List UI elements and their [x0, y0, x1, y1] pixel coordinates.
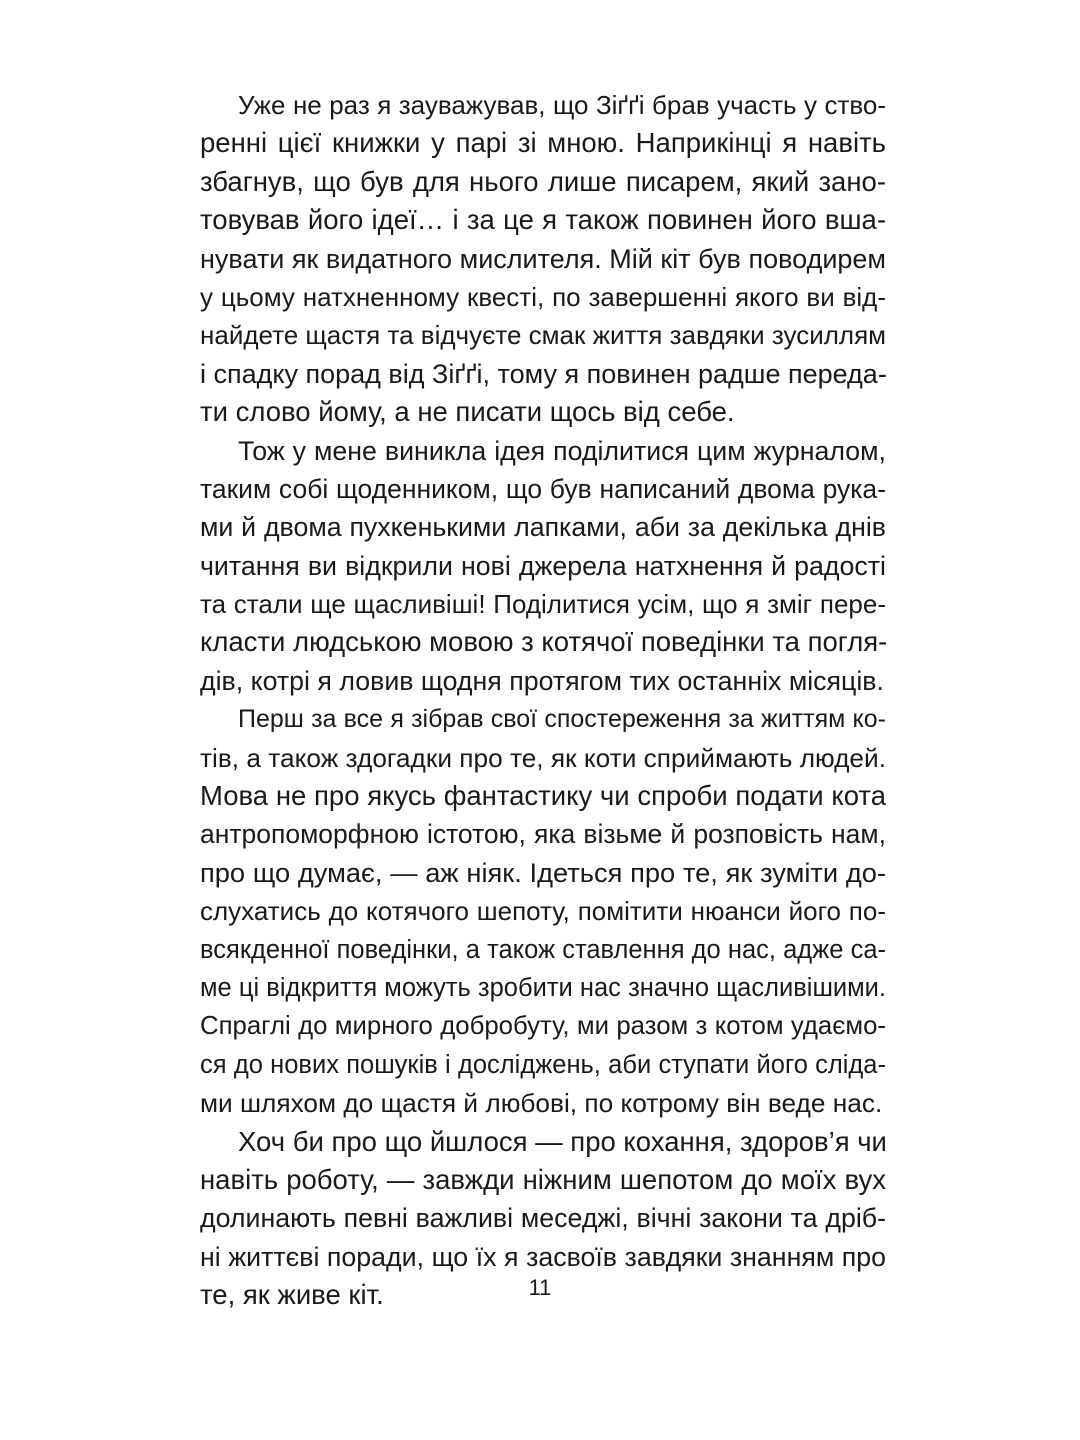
page-number: 11 [528, 1275, 552, 1300]
text-line: найдете щастя та відчуєте смак життя завдяки зусиллям [200, 320, 887, 351]
text-line: ти слово йому, а не писати щось від себе. [200, 396, 735, 428]
paragraph [200, 432, 886, 701]
text-line: слухатись до котячого шепоту, помітити нюанси його по- [200, 896, 886, 927]
text-line: у цьому натхненному квесті, по завершенні якого ви від- [200, 281, 886, 312]
text-line: дів, котрі я ловив щодня протягом тих останніх місяців. [200, 665, 884, 696]
text-line: ні життєві поради, що їх я засвоїв завдяки знанням про [200, 1241, 886, 1272]
text-line: нувати як видатного мислителя. Мій кіт був поводирем [200, 243, 886, 274]
text-line: Перш за все я зібрав свої спостереження за життям ко- [238, 705, 886, 734]
text-line: ми й двома пухкенькими лапками, аби за декілька днів [200, 512, 886, 543]
text-line: навіть роботу, — завжди ніжним шепотом до моїх вух [200, 1163, 886, 1195]
text-line: Мова не про якусь фантастику чи спроби подати кота [200, 780, 886, 812]
text-line: збагнув, що був для нього лише писарем, який зано- [200, 165, 886, 197]
text-line: тів, а також здогадки про те, як коти сприймають людей. [200, 742, 886, 773]
text-line: ме ці відкриття можуть зробити нас значно щасливішими. [200, 973, 886, 1002]
text-line: класти людською мовою з котячої поведінки та погля- [200, 626, 888, 658]
text-line: ми шляхом до щастя й любові, по котрому він веде нас. [200, 1088, 883, 1119]
body-text [200, 86, 886, 1315]
text-line: те, як живе кіт. [200, 1279, 384, 1311]
text-line: Тож у мене виникла ідея поділитися цим журналом, [238, 435, 886, 466]
text-line: антропоморфною істотою, яка візьме й розповість нам, [200, 819, 886, 850]
text-line: ся до нових пошуків і досліджень, аби ступати його сліда- [200, 1050, 886, 1079]
text-line: таким собі щоденником, що був написаний двома рука- [200, 473, 886, 504]
text-line: та стали ще щасливіші! Поділитися усім, що я зміг пере- [200, 589, 886, 620]
text-line: про що думає, — аж ніяк. Ідеться про те, як зуміти до- [200, 856, 886, 888]
text-line: всякденної поведінки, а також ставлення до нас, адже са- [200, 935, 886, 964]
text-line: Уже не раз я зауважував, що Зіґґі брав участь у ство- [238, 90, 886, 120]
text-line: ренні цієї книжки у парі зі мною. Наприкінці я навіть [200, 127, 886, 159]
text-line: долинають певні важливі меседжі, вічні закони та дріб- [200, 1203, 886, 1234]
text-line: Спраглі до мирного добробуту, ми разом з котом удаємо- [200, 1012, 886, 1041]
text-line: Хоч би про що йшлося — про кохання, здоров’я чи [238, 1125, 887, 1157]
text-line: читання ви відкрили нові джерела натхнення й радості [200, 550, 886, 581]
text-line: і спадку порад від Зіґґі, тому я повинен радше переда- [200, 358, 887, 389]
paragraph [200, 86, 886, 432]
text-line: товував його ідеї… і за це я також повинен його вша- [200, 204, 886, 236]
paragraph [200, 700, 886, 1122]
